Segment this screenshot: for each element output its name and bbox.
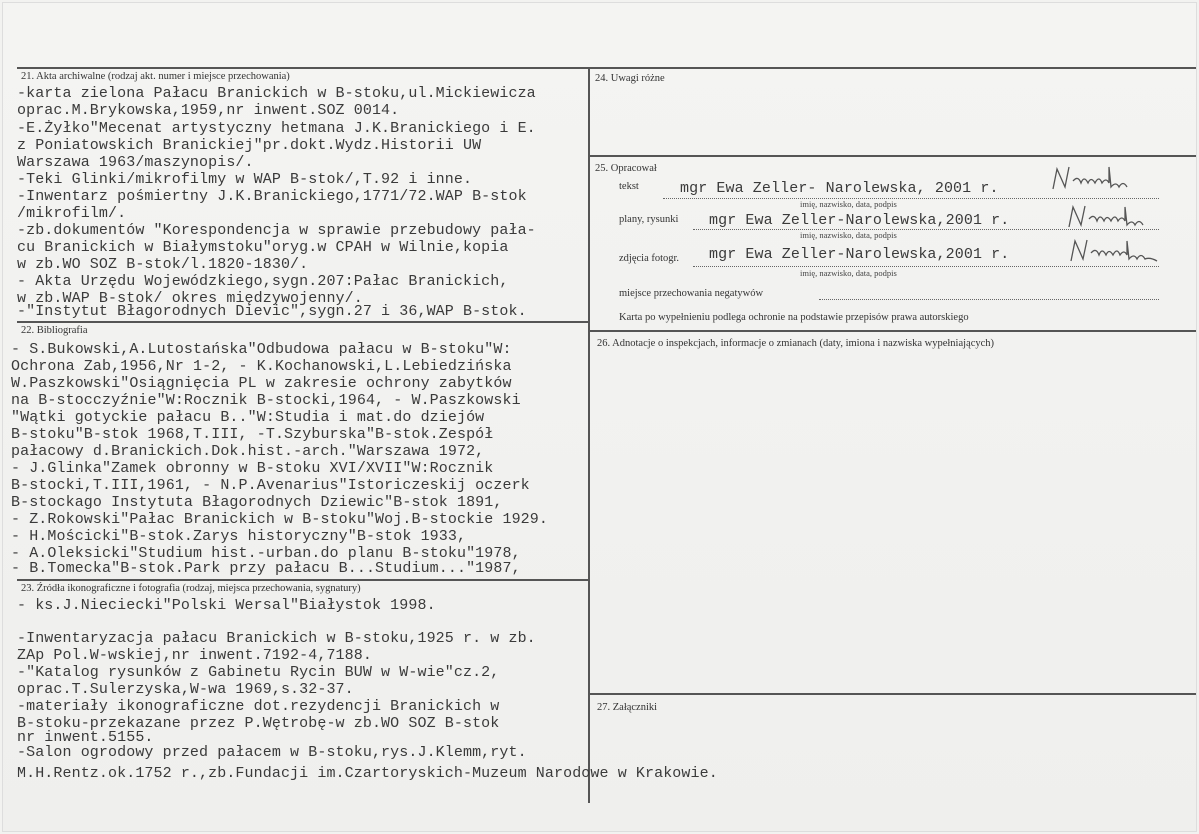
sec23-line: - ks.J.Nieciecki"Polski Wersal"Białystok 1998. xyxy=(17,597,436,614)
sec21-line: /mikrofilm/. xyxy=(17,205,127,222)
row-tekst-line xyxy=(663,198,1159,199)
row-label-zdjecia: zdjęcia fotogr. xyxy=(619,253,680,264)
row-label-tekst: tekst xyxy=(619,181,639,192)
sec21-line: -"Instytut Błagorodnych Dievic",sygn.27 i 36,WAP B-stok. xyxy=(17,303,527,320)
top-border-line xyxy=(17,67,1197,69)
section-25-header: 25. Opracował xyxy=(595,163,657,174)
divider-22-23 xyxy=(17,579,589,581)
row-value-plany: mgr Ewa Zeller-Narolewska,2001 r. xyxy=(709,212,1010,229)
sec23-line: M.H.Rentz.ok.1752 r.,zb.Fundacji im.Czartoryskich-Muzeum Narodowe w Krakowie. xyxy=(17,765,718,782)
sec22-line: - Z.Rokowski"Pałac Branickich w B-stoku"Woj.B-stockie 1929. xyxy=(11,511,548,528)
sec21-line: z Poniatowskich Branickiej"pr.dokt.Wydz.Historii UW xyxy=(17,137,482,154)
negatives-label: miejsce przechowania negatywów xyxy=(619,288,764,299)
negatives-line xyxy=(819,299,1159,300)
section-27-header: 27. Załączniki xyxy=(597,702,658,713)
sec21-line: -E.Żyłko"Mecenat artystyczny hetmana J.K.Branickiego i E. xyxy=(17,120,536,137)
sec21-line: - Akta Urzędu Wojewódzkiego,sygn.207:Pałac Branickich, xyxy=(17,273,509,290)
sec22-line: - J.Glinka"Zamek obronny w B-stoku XVI/XVII"W:Rocznik xyxy=(11,460,494,477)
section-21-header: 21. Akta archiwalne (rodzaj akt. numer i miejsce przechowania) xyxy=(21,71,290,82)
sec23-line: -Salon ogrodowy przed pałacem w B-stoku,rys.J.Klemm,ryt. xyxy=(17,744,527,761)
sec22-line: B-stocki,T.III,1961, - N.P.Avenarius"Istoriczeskij oczerk xyxy=(11,477,530,494)
sec21-line: -zb.dokumentów "Korespondencja w sprawie przebudowy pała- xyxy=(17,222,536,239)
sec21-line: -karta zielona Pałacu Branickich w B-stoku,ul.Mickiewicza xyxy=(17,85,536,102)
row-caption: imię, nazwisko, data, podpis xyxy=(800,230,897,240)
sec21-line: cu Branickich w Białymstoku"oryg.w CPAH w Wilnie,kopia xyxy=(17,239,509,256)
sec22-line: B-stoku"B-stok 1968,T.III, -T.Szyburska"B-stok.Zespół xyxy=(11,426,494,443)
section-22-header: 22. Bibliografia xyxy=(21,325,88,336)
signature-zdjecia xyxy=(1067,237,1171,267)
sec22-line: "Wątki gotyckie pałacu B.."W:Studia i mat.do dziejów xyxy=(11,409,485,426)
sec22-line: - S.Bukowski,A.Lutostańska"Odbudowa pałacu w B-stoku"W: xyxy=(11,341,512,358)
sec22-line: pałacowy d.Branickich.Dok.hist.-arch."Warszawa 1972, xyxy=(11,443,485,460)
sec23-line: -materiały ikonograficzne dot.rezydencji Branickich w xyxy=(17,698,500,715)
row-caption: imię, nazwisko, data, podpis xyxy=(800,199,897,209)
sec22-line: B-stockago Instytuta Błagorodnych Dziewic"B-stok 1891, xyxy=(11,494,503,511)
sec21-line: -Teki Glinki/mikrofilmy w WAP B-stok/,T.92 i inne. xyxy=(17,171,473,188)
sec22-line: - B.Tomecka"B-stok.Park przy pałacu B...Studium..."1987, xyxy=(11,560,521,577)
row-caption: imię, nazwisko, data, podpis xyxy=(800,268,897,278)
divider-26-27 xyxy=(589,693,1197,695)
divider-21-22 xyxy=(17,321,589,323)
sec21-line: w zb.WO SOZ B-stok/l.1820-1830/. xyxy=(17,256,309,273)
sec22-line: W.Paszkowski"Osiągnięcia PL w zakresie ochrony zabytków xyxy=(11,375,512,392)
signature-tekst xyxy=(1049,163,1139,197)
row-value-zdjecia: mgr Ewa Zeller-Narolewska,2001 r. xyxy=(709,246,1010,263)
sec21-line: Warszawa 1963/maszynopis/. xyxy=(17,154,254,171)
sec21-line: -Inwentarz pośmiertny J.K.Branickiego,1771/72.WAP B-stok xyxy=(17,188,527,205)
signature-plany xyxy=(1065,203,1155,233)
sec22-line: na B-stocczyźnie"W:Rocznik B-stocki,1964, - W.Paszkowski xyxy=(11,392,521,409)
sec23-line: oprac.T.Sulerzyska,W-wa 1969,s.32-37. xyxy=(17,681,354,698)
divider-24-25 xyxy=(589,155,1197,157)
record-card xyxy=(2,2,1197,832)
row-label-plany: plany, rysunki xyxy=(619,214,679,225)
sec23-line: nr inwent.5155. xyxy=(17,729,154,746)
section-26-header: 26. Adnotacje o inspekcjach, informacje o zmianach (daty, imiona i nazwiska wypełniających) xyxy=(597,338,995,349)
section-23-header: 23. Źródła ikonograficzne i fotografia (rodzaj, miejsca przechowania, sygnatury) xyxy=(21,583,361,594)
sec21-line: w zb.WAP B-stok/ okres międzywojenny/. xyxy=(17,290,363,307)
sec21-line: oprac.M.Brykowska,1959,nr inwent.SOZ 0014. xyxy=(17,102,400,119)
sec22-line: Ochrona Zab,1956,Nr 1-2, - K.Kochanowski,L.Lebiedzińska xyxy=(11,358,512,375)
row-value-tekst: mgr Ewa Zeller- Narolewska, 2001 r. xyxy=(680,180,999,197)
section-24-header: 24. Uwagi różne xyxy=(595,73,665,84)
sec23-line: -Inwentaryzacja pałacu Branickich w B-stoku,1925 r. w zb. xyxy=(17,630,536,647)
sec22-line: - A.Oleksicki"Studium hist.-urban.do planu B-stoku"1978, xyxy=(11,545,521,562)
sec23-line: ZAp Pol.W-wskiej,nr inwent.7192-4,7188. xyxy=(17,647,372,664)
copyright-notice: Karta po wypełnieniu podlega ochronie na podstawie przepisów prawa autorskiego xyxy=(619,312,969,323)
sec23-line: B-stoku-przekazane przez P.Wętrobę-w zb.WO SOZ B-stok xyxy=(17,715,500,732)
sec23-line: -"Katalog rysunków z Gabinetu Rycin BUW w W-wie"cz.2, xyxy=(17,664,500,681)
sec22-line: - H.Mościcki"B-stok.Zarys historyczny"B-stok 1933, xyxy=(11,528,467,545)
divider-25-26 xyxy=(589,330,1197,332)
